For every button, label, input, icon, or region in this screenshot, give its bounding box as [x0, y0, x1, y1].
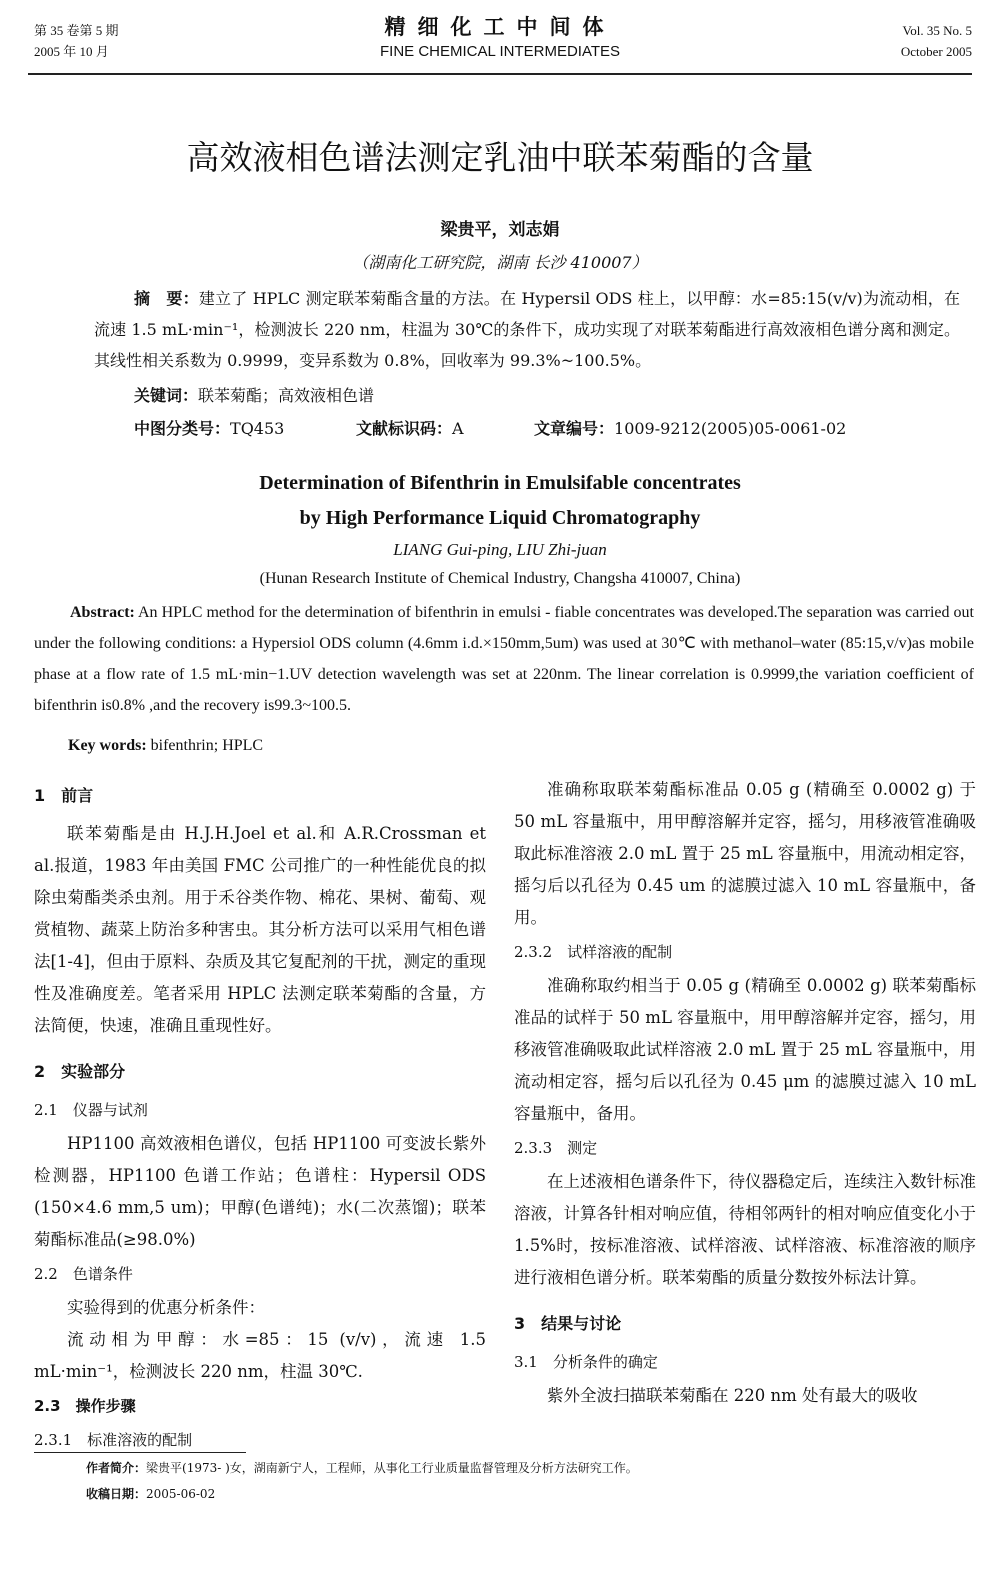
abstract-en-text: An HPLC method for the determination of bifenthrin in emulsi - fiable concentrates was developed.The separation was carried out under the following conditions: a Hypersiol ODS column (4.6mm i.d.×150mm,5um) was used at 30℃ with methanol–water (85:15,v/v)as mobile phase at a flow rate of 1.5 mL·min−1.UV detection wavelength was set at 220nm. The linear correlation is 0.9999,the variation coefficient of bifenthrin is0.8% ,and the recovery is99.3~100.5. [34, 604, 974, 714]
date-cn: 2005 年 10 月 [34, 44, 109, 59]
section-2-3-2-paragraph: 准确称取约相当于 0.05 g (精确至 0.0002 g) 联苯菊酯标准品的试样于 50 mL 容量瓶中，用甲醇溶解并定容，摇匀，用移液管准确吸取此试样溶液 2.0 mL 置于 25 mL 容量瓶中，用流动相定容，摇匀后以孔径为 0.45 μm 的滤膜过滤入 10 mL 容量瓶中，备用。 [514, 976, 976, 1123]
footnote-author-label: 作者简介： [86, 1461, 147, 1475]
keywords-cn [134, 380, 954, 411]
abstract-cn-text: 建立了 HPLC 测定联苯菊酯含量的方法。在 Hypersil ODS 柱上，以甲醇：水=85:15(v/v)为流动相，在流速 1.5 mL·min⁻¹，检测波长 220 nm，柱温为 30℃的条件下，成功实现了对联苯菊酯进行高效液相色谱分离和测定。其线性相关系数为 0.9999，变异系数为 0.8%，回收率为 99.3%~100.5%。 [94, 289, 960, 370]
header-rule [28, 73, 972, 75]
article-authors: 梁贵平，刘志娟 [440, 220, 560, 240]
volume-issue-en: Vol. 35 No. 5 [902, 23, 972, 38]
keywords-en-label: Key words: [68, 737, 147, 754]
section-2-3-3-paragraph: 在上述液相色谱条件下，待仪器稳定后，连续注入数针标准溶液，计算各针相对响应值，待相邻两针的相对响应值变化小于 1.5%时，按标准溶液、试样溶液、试样溶液、标准溶液的顺序进行液相色谱分析。联苯菊酯的质量分数按外标法计算。 [514, 1172, 976, 1287]
article-title: 高效液相色谱法测定乳油中联苯菊酯的含量 [186, 138, 814, 177]
left-column [34, 774, 486, 1458]
volume-issue-cn: 第 35 卷第 5 期 [34, 23, 119, 38]
article-number: 1009-9212(2005)05-0061-02 [614, 419, 847, 438]
section-2-3-1-paragraph: 准确称取联苯菊酯标准品 0.05 g (精确至 0.0002 g) 于 50 mL 容量瓶中，用甲醇溶解并定容，摇匀，用移液管准确吸取此标准溶液 2.0 mL 置于 25 mL 容量瓶中，用流动相定容，摇匀后以孔径为 0.45 um 的滤膜过滤入 10 mL 容量瓶中，备用。 [514, 780, 976, 927]
doc-code-label: 文献标识码： [356, 419, 453, 438]
keywords-en-text: bifenthrin; HPLC [146, 737, 264, 754]
journal-name-cn: 精细化工中间体 [384, 15, 616, 39]
footnote-author-text: 梁贵平(1973- )女，湖南新宁人，工程师，从事化工行业质量监督管理及分析方法研究工作。 [146, 1461, 638, 1475]
section-2-3-heading: 2.3 操作步骤 [34, 1397, 136, 1415]
section-3-heading: 3 结果与讨论 [514, 1314, 622, 1333]
english-title-line2: by High Performance Liquid Chromatography [299, 507, 701, 529]
english-title [0, 466, 1000, 536]
article-affiliation: （湖南化工研究院，湖南 长沙 410007） [352, 253, 648, 272]
abstract-cn-label: 摘 要： [134, 289, 199, 308]
abstract-en [34, 597, 974, 721]
section-2-2-paragraph-2: 流动相为甲醇：水=85：15 (v/v)，流速 1.5 mL·min⁻¹，检测波长 220 nm，柱温 30℃. [34, 1330, 486, 1381]
footnote-rule [34, 1452, 246, 1453]
journal-name-en: FINE CHEMICAL INTERMEDIATES [379, 43, 621, 60]
right-column [514, 774, 976, 1412]
footnote-date-label: 收稿日期： [86, 1487, 147, 1501]
clc-code: TQ453 [230, 419, 285, 438]
article-number-label: 文章编号： [534, 419, 615, 438]
section-2-heading: 2 实验部分 [34, 1062, 126, 1081]
section-2-3-1-heading: 2.3.1 标准溶液的配制 [34, 1431, 193, 1449]
section-1-paragraph: 联苯菊酯是由 H.J.H.Joel et al.和 A.R.Crossman et al.报道，1983 年由美国 FMC 公司推广的一种性能优良的拟除虫菊酯类杀虫剂。用于禾谷类作物、棉花、果树、葡萄、观赏植物、蔬菜上防治多种害虫。其分析方法可以采用气相色谱法[1-4]，但由于原料、杂质及其它复配剂的干扰，测定的重现性及准确度差。笔者采用 HPLC 法测定联苯菊酯的含量，方法简便，快速，准确且重现性好。 [34, 824, 486, 1035]
running-header-center [0, 12, 1000, 62]
footnote-received-date [86, 1484, 215, 1504]
section-3-1-paragraph: 紫外全波扫描联苯菊酯在 220 nm 处有最大的吸收 [547, 1386, 918, 1405]
keywords-cn-label: 关键词： [134, 386, 199, 405]
english-affiliation: (Hunan Research Institute of Chemical Industry, Changsha 410007, China) [259, 570, 741, 587]
footnote-date-text: 2005-06-02 [146, 1487, 216, 1501]
running-header-right [901, 20, 972, 62]
section-3-1-heading: 3.1 分析条件的确定 [514, 1353, 658, 1371]
keywords-cn-text: 联苯菊酯；高效液相色谱 [198, 386, 375, 405]
doc-code: A [452, 419, 464, 438]
abstract-en-label: Abstract: [70, 604, 135, 621]
section-2-2-paragraph-1: 实验得到的优惠分析条件： [67, 1298, 265, 1317]
date-en: October 2005 [900, 44, 972, 59]
section-2-3-2-heading: 2.3.2 试样溶液的配制 [514, 943, 673, 961]
section-2-3-3-heading: 2.3.3 测定 [514, 1139, 598, 1157]
keywords-en [68, 730, 968, 761]
section-1-heading: 1 前言 [34, 786, 94, 805]
clc-label: 中图分类号： [134, 419, 231, 438]
classification-row [134, 413, 954, 444]
english-title-line1: Determination of Bifenthrin in Emulsifable concentrates [259, 472, 741, 494]
section-2-1-paragraph: HP1100 高效液相色谱仪，包括 HP1100 可变波长紫外检测器，HP1100 色谱工作站；色谱柱：Hypersil ODS (150×4.6 mm,5 um)；甲醇(色谱纯)；水(二次蒸馏)；联苯菊酯标准品(≥98.0%) [34, 1134, 486, 1249]
abstract-cn [94, 283, 960, 376]
section-2-2-heading: 2.2 色谱条件 [34, 1265, 133, 1283]
footnote-author [86, 1458, 638, 1478]
english-authors: LIANG Gui-ping, LIU Zhi-juan [393, 540, 607, 559]
section-2-1-heading: 2.1 仪器与试剂 [34, 1101, 148, 1119]
